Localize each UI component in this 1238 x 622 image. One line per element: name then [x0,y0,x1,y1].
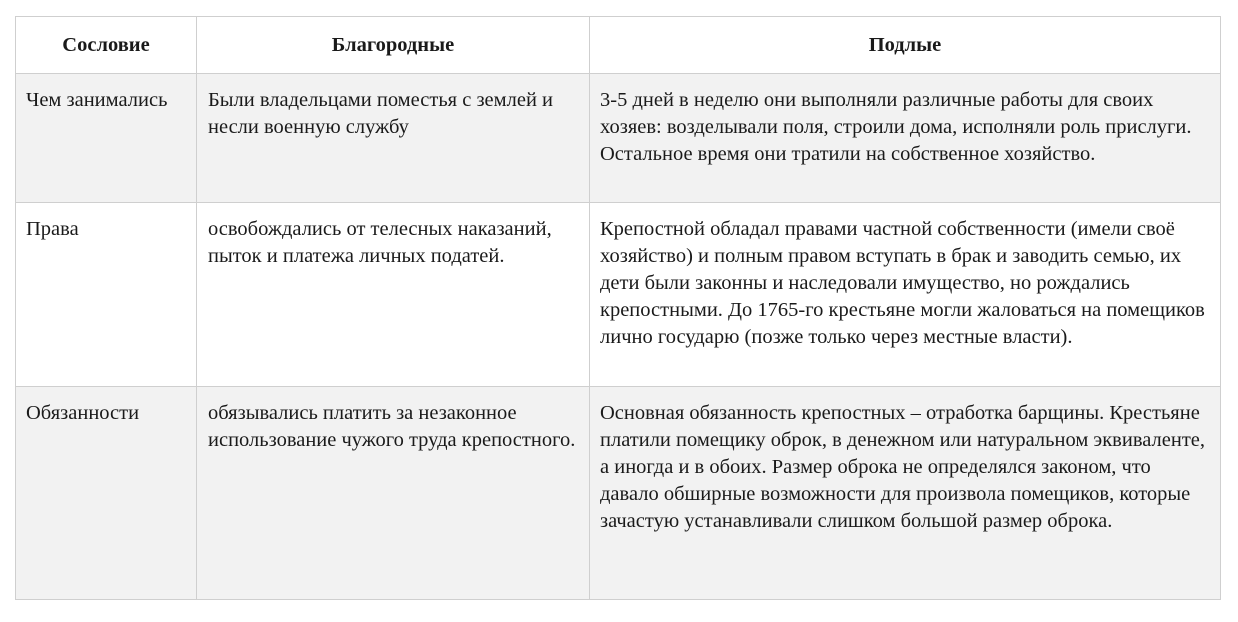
header-row [16,17,1221,74]
noble-cell: Были владельцами поместья с землей и несли военную службу [197,74,590,203]
row-label: Чем занимались [16,74,197,203]
header-noble: Благородные [197,17,590,74]
header-lowly: Подлые [590,17,1221,74]
table-row-rights [16,203,1221,387]
lowly-cell: 3-5 дней в неделю они выполняли различные работы для своих хозяев: возделывали поля, строили дома, исполняли роль прислуги. Остальное время они тратили на собственное хозяйство. [590,74,1221,203]
lowly-cell: Крепостной обладал правами частной собственности (имели своё хозяйство) и полным правом вступать в брак и заводить семью, их дети были законны и наследовали имущество, но рождались крепостными. До 1765-го крестьяне могли жаловаться на помещиков лично государю (позже только через местные власти). [590,203,1221,387]
row-label: Обязанности [16,387,197,600]
header-estate: Сословие [16,17,197,74]
table-row-occupation [16,74,1221,203]
noble-cell: освобождались от телесных наказаний, пыток и платежа личных податей. [197,203,590,387]
table-row-duties [16,387,1221,600]
estates-table [15,16,1221,600]
noble-cell: обязывались платить за незаконное использование чужого труда крепостного. [197,387,590,600]
lowly-cell: Основная обязанность крепостных – отработка барщины. Крестьяне платили помещику оброк, в денежном или натуральном эквиваленте, а иногда и в обоих. Размер оброка не определялся законом, что давало обширные возможности для произвола помещиков, которые зачастую устанавливали слишком большой размер оброка. [590,387,1221,600]
row-label: Права [16,203,197,387]
